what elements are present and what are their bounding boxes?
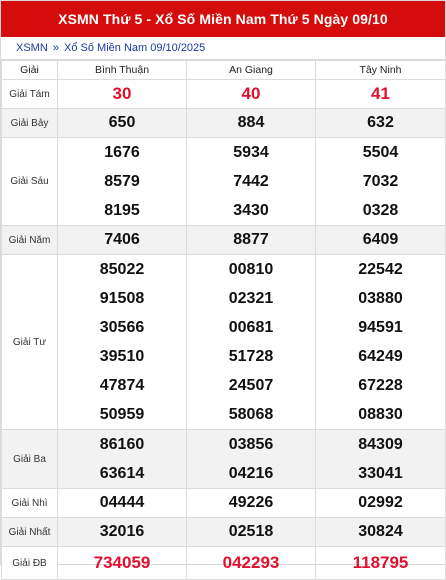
prize-number: 58068 [228,406,274,423]
prize-label: Giải Sáu [2,138,58,226]
prize-row [2,547,446,580]
prize-number: 7406 [104,231,140,248]
results-table [1,60,446,580]
prize-cell [187,489,316,518]
prize-number: 04216 [228,465,274,482]
prize-cell [316,547,446,580]
prize-number: 5934 [233,144,269,161]
prize-number: 94591 [358,319,403,336]
breadcrumb-link-xsmn[interactable]: XSMN [16,42,48,54]
prize-row [2,226,446,255]
prize-number: 02992 [358,494,403,511]
prize-label: Giải ĐB [2,547,58,580]
prize-number: 734059 [93,553,151,572]
prize-cell [187,226,316,255]
prize-cell [316,138,446,226]
prize-cell [187,518,316,547]
prize-number: 32016 [99,523,145,540]
prize-cell [316,255,446,430]
results-header-row [2,61,446,80]
header-province-1[interactable]: Bình Thuận [58,61,187,80]
prize-cell [58,80,187,109]
prize-number: 118795 [352,553,409,572]
prize-cell [58,138,187,226]
prize-number: 47874 [99,377,145,394]
prize-number: 64249 [358,348,403,365]
prize-number: 24507 [228,377,274,394]
prize-number: 1676 [104,144,140,161]
prize-cell [316,226,446,255]
prize-number: 884 [237,114,265,131]
prize-number: 632 [367,114,394,131]
prize-label: Giải Tám [2,80,58,109]
prize-cell [58,547,187,580]
prize-cell [316,80,446,109]
prize-number: 03856 [228,436,274,453]
prize-cell [316,489,446,518]
prize-label: Giải Nhất [2,518,58,547]
prize-number: 650 [108,114,136,131]
prize-label: Giải Tư [2,255,58,430]
prize-number: 7032 [362,173,399,190]
prize-number: 02518 [228,523,274,540]
prize-number: 41 [371,84,390,103]
prize-cell [187,80,316,109]
prize-number: 042293 [222,553,280,572]
breadcrumb [1,37,445,60]
prize-number: 40 [241,84,261,103]
prize-number: 84309 [358,436,403,453]
prize-number: 03880 [358,290,403,307]
prize-cell [58,109,187,138]
prize-cell [187,255,316,430]
prize-row [2,109,446,138]
results-title [1,1,445,37]
prize-cell [316,430,446,489]
prize-number: 6409 [362,231,399,248]
prize-number: 63614 [99,465,145,482]
prize-number: 8195 [104,202,140,219]
prize-number: 7442 [233,173,269,190]
header-prize: Giải [2,61,58,80]
prize-label: Giải Năm [2,226,58,255]
prize-label: Giải Ba [2,430,58,489]
prize-number: 02321 [228,290,274,307]
prize-cell [187,138,316,226]
prize-number: 00681 [228,319,274,336]
prize-cell [316,109,446,138]
prize-number: 49226 [228,494,274,511]
prize-number: 3430 [233,202,269,219]
prize-row [2,255,446,430]
prize-number: 51728 [228,348,274,365]
prize-cell [316,518,446,547]
prize-row [2,80,446,109]
prize-label: Giải Nhì [2,489,58,518]
results-title-text: XSMN Thứ 5 - Xổ Số Miền Nam Thứ 5 Ngày 09/10 [58,11,388,27]
prize-number: 67228 [358,377,403,394]
prize-cell [58,226,187,255]
prize-number: 5504 [362,144,399,161]
prize-cell [58,518,187,547]
results-body [2,80,446,580]
breadcrumb-separator: » [52,42,59,54]
prize-cell [187,547,316,580]
prize-row [2,138,446,226]
prize-cell [58,255,187,430]
prize-cell [58,430,187,489]
prize-number: 08830 [358,406,403,423]
prize-row [2,489,446,518]
prize-number: 30 [112,84,132,103]
prize-cell [58,489,187,518]
prize-cell [187,430,316,489]
prize-number: 50959 [99,406,145,423]
header-province-2[interactable]: An Giang [187,61,316,80]
prize-number: 91508 [99,290,145,307]
prize-cell [187,109,316,138]
prize-number: 33041 [358,465,403,482]
prize-number: 0328 [362,202,399,219]
prize-number: 00810 [228,261,274,278]
prize-number: 04444 [99,494,145,511]
prize-number: 8877 [233,231,269,248]
prize-number: 85022 [99,261,145,278]
prize-number: 22542 [358,261,403,278]
prize-number: 30824 [358,523,403,540]
prize-label: Giải Bảy [2,109,58,138]
prize-number: 8579 [104,173,140,190]
prize-row [2,518,446,547]
breadcrumb-link-current[interactable]: Xổ Số Miền Nam 09/10/2025 [64,42,206,54]
prize-number: 39510 [99,348,145,365]
prize-number: 86160 [99,436,145,453]
header-province-3[interactable]: Tây Ninh [316,61,446,80]
prize-number: 30566 [99,319,145,336]
prize-row [2,430,446,489]
